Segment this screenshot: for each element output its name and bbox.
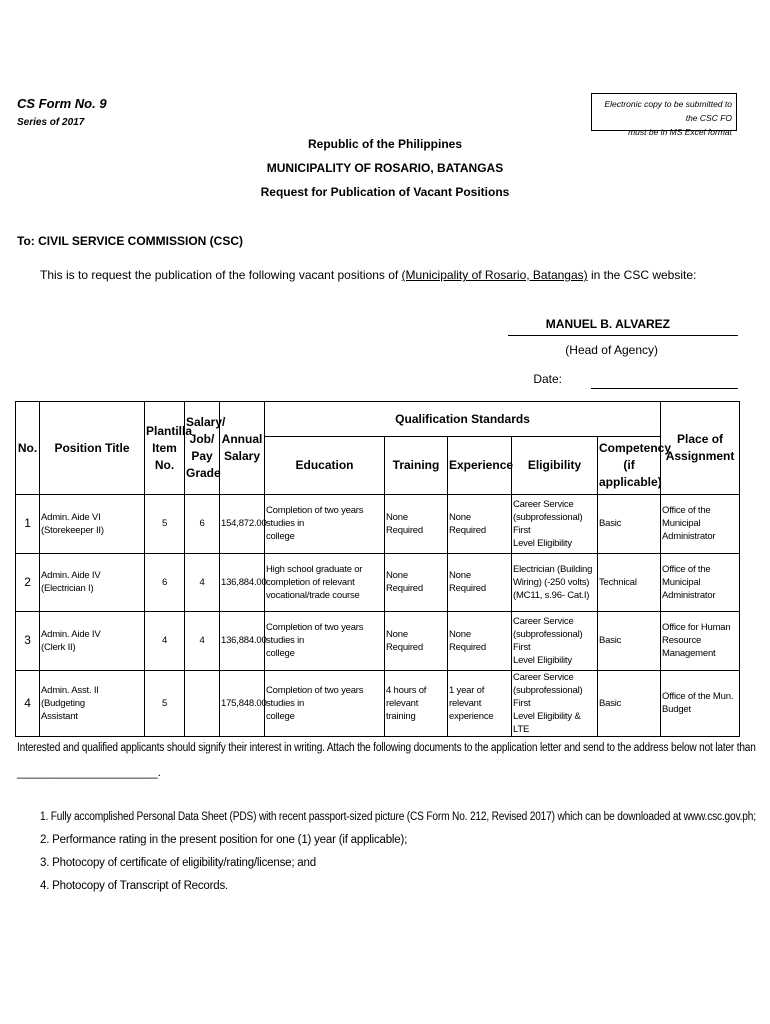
intro-paragraph xyxy=(40,268,696,282)
cell-experience-line: None Required xyxy=(449,628,486,653)
cell-education-line: High school graduate or xyxy=(266,563,363,575)
cell-education-line: Completion of two years studies in xyxy=(266,622,364,647)
cell-annual-salary: 136,884.00 xyxy=(220,553,265,612)
intro-before: This is to request the publication of the following vacant positions of xyxy=(40,268,402,282)
cell-no: 2 xyxy=(16,553,40,612)
cell-eligibility-line: Level Eligibility & LTE xyxy=(513,710,581,735)
cell-salary-grade xyxy=(185,670,220,736)
cell-experience xyxy=(448,553,512,612)
cell-annual-salary: 136,884.00 xyxy=(220,612,265,671)
cell-no: 4 xyxy=(16,670,40,736)
cell-experience-line: 1 year of relevant xyxy=(449,684,485,709)
cell-eligibility xyxy=(512,553,598,612)
cell-eligibility-line: (subprofessional) First xyxy=(513,684,583,709)
cell-eligibility-line: Level Eligibility xyxy=(513,537,572,549)
cell-eligibility-line: Wiring) (-250 volts) xyxy=(513,576,590,588)
cell-education-line: vocational/trade course xyxy=(266,589,360,601)
cell-position-title-line: Admin. Asst. II (Budgeting xyxy=(41,684,99,709)
col-header-plantilla-line-1: Plantilla xyxy=(146,423,193,438)
cell-place-of-assignment-line: Administrator xyxy=(662,589,716,601)
table-body xyxy=(16,495,740,737)
cell-training-line: None Required xyxy=(386,628,423,653)
col-header-salary-grade xyxy=(185,402,226,495)
intro-agency: (Municipality of Rosario, Batangas) xyxy=(401,268,588,282)
interest-instructions: Interested and qualified applicants should signify their interest in writing. Attach the following documents to the application letter and send to the address below not later than xyxy=(17,742,756,754)
cell-experience-line: None Required xyxy=(449,570,486,595)
requirement-item: 4. Photocopy of Transcript of Records. xyxy=(40,880,228,892)
col-header-experience: Experience xyxy=(448,437,512,495)
col-header-plantilla xyxy=(145,402,193,495)
col-header-training: Training xyxy=(385,437,448,495)
cell-plantilla-item-no: 6 xyxy=(145,553,185,612)
cell-place-of-assignment-line: Office of the Municipal xyxy=(662,505,711,530)
cell-position-title-line: Admin. Aide IV xyxy=(41,628,101,640)
cell-place-of-assignment xyxy=(661,670,740,736)
cell-education xyxy=(265,612,385,671)
form-number: CS Form No. 9 xyxy=(17,96,107,111)
form-series: Series of 2017 xyxy=(17,117,85,128)
cell-no: 3 xyxy=(16,612,40,671)
cell-place-of-assignment-line: Budget xyxy=(662,704,691,715)
submission-note-line-1: Electronic copy to be submitted to the CSC FO xyxy=(604,99,732,123)
cell-eligibility xyxy=(512,612,598,671)
cell-plantilla-item-no: 4 xyxy=(145,612,185,671)
cell-education xyxy=(265,553,385,612)
requirement-item: 2. Performance rating in the present position for one (1) year (if applicable); xyxy=(40,834,408,846)
signature-line xyxy=(508,335,738,336)
cell-place-of-assignment-line: Administrator xyxy=(662,531,716,543)
vacant-positions-table xyxy=(15,401,740,737)
submission-note-box xyxy=(591,93,737,137)
cell-annual-salary: 175,848.00 xyxy=(220,670,265,736)
cell-eligibility-line: (subprofessional) First xyxy=(513,511,583,536)
cell-position-title xyxy=(40,553,145,612)
table-header-row-1 xyxy=(16,402,740,437)
cell-training xyxy=(385,612,448,671)
cell-education xyxy=(265,670,385,736)
date-line xyxy=(591,388,738,389)
cell-position-title-line: (Storekeeper II) xyxy=(41,524,104,536)
cell-training xyxy=(385,553,448,612)
cell-competency: Basic xyxy=(598,670,661,736)
cell-place-of-assignment-line: Office of the Municipal xyxy=(662,563,711,588)
col-header-grade-line-1: Salary/ xyxy=(186,415,226,429)
col-header-annual-salary xyxy=(220,402,265,495)
col-header-qualification-standards: Qualification Standards xyxy=(265,402,661,437)
cell-training xyxy=(385,670,448,736)
cell-place-of-assignment xyxy=(661,553,740,612)
cell-salary-grade: 6 xyxy=(185,495,220,554)
cell-eligibility xyxy=(512,495,598,554)
cell-training-line: 4 hours of xyxy=(386,684,427,696)
head-of-agency-name: MANUEL B. ALVAREZ xyxy=(545,317,670,331)
col-header-plantilla-line-2: Item No. xyxy=(152,440,177,472)
col-header-competency xyxy=(598,437,672,495)
cell-position-title-line: Admin. Aide IV xyxy=(41,570,101,582)
cell-education-line: college xyxy=(266,531,295,543)
cell-position-title-line: (Clerk II) xyxy=(41,641,76,653)
cell-salary-grade: 4 xyxy=(185,553,220,612)
cell-position-title-line: (Electrician I) xyxy=(41,583,94,595)
table-row xyxy=(16,612,740,671)
col-header-place-line-2: Assignment xyxy=(665,449,735,463)
col-header-eligibility: Eligibility xyxy=(512,437,598,495)
col-header-no: No. xyxy=(16,402,40,495)
municipality-heading: MUNICIPALITY OF ROSARIO, BATANGAS xyxy=(266,161,504,175)
cell-position-title-line: Assistant xyxy=(41,710,78,722)
cell-place-of-assignment-line: Resource Management xyxy=(662,635,716,660)
cell-annual-salary: 154,872.00 xyxy=(220,495,265,554)
cell-competency: Basic xyxy=(598,495,661,554)
cell-position-title-line: Admin. Aide VI xyxy=(41,511,101,523)
col-header-position-title: Position Title xyxy=(40,402,145,495)
head-of-agency-title: (Head of Agency) xyxy=(565,343,658,357)
cell-salary-grade: 4 xyxy=(185,612,220,671)
cell-place-of-assignment xyxy=(661,495,740,554)
cell-training-line: relevant training xyxy=(386,697,419,722)
requirement-item: 1. Fully accomplished Personal Data Sheet (PDS) with recent passport-sized picture (CS Form No. 212, Revised 2017) which can be downloaded at www.csc.gov.ph; xyxy=(40,811,756,823)
cell-experience-line: experience xyxy=(449,710,494,722)
cell-experience xyxy=(448,612,512,671)
cell-eligibility xyxy=(512,670,598,736)
cell-education-line: Completion of two years studies in xyxy=(266,505,364,530)
cell-eligibility-line: Level Eligibility xyxy=(513,654,572,666)
cell-plantilla-item-no: 5 xyxy=(145,670,185,736)
cell-experience xyxy=(448,670,512,736)
cell-eligibility-line: Career Service xyxy=(513,615,574,627)
cell-experience xyxy=(448,495,512,554)
col-header-competency-line-2: (if applicable) xyxy=(599,458,662,489)
cell-position-title xyxy=(40,670,145,736)
cell-training-line: None Required xyxy=(386,570,423,595)
date-label: Date: xyxy=(533,372,562,386)
col-header-grade-line-4: Grade xyxy=(186,466,221,480)
col-header-salary-line-1: Annual xyxy=(221,432,263,446)
cell-competency: Basic xyxy=(598,612,661,671)
addressee: To: CIVIL SERVICE COMMISSION (CSC) xyxy=(17,234,244,248)
cell-eligibility-line: Career Service xyxy=(513,671,574,683)
cell-place-of-assignment xyxy=(661,612,740,671)
cell-place-of-assignment-line: Office of the Mun. xyxy=(662,691,734,702)
cell-eligibility-line: (MC11, s.96- Cat.I) xyxy=(513,589,590,601)
col-header-education: Education xyxy=(265,437,385,495)
cell-education-line: college xyxy=(266,648,295,660)
cell-education xyxy=(265,495,385,554)
cell-plantilla-item-no: 5 xyxy=(145,495,185,554)
col-header-competency-line-1: Competency xyxy=(599,441,672,455)
table-row xyxy=(16,670,740,736)
cell-experience-line: None Required xyxy=(449,511,486,536)
cell-education-line: completion of relevant xyxy=(266,576,355,588)
table-row xyxy=(16,495,740,554)
col-header-grade-line-2: Job/ xyxy=(189,432,215,446)
request-title: Request for Publication of Vacant Positions xyxy=(260,185,510,199)
deadline-blank: ______________________. xyxy=(17,767,161,779)
cell-eligibility-line: Electrician (Building xyxy=(513,563,593,575)
col-header-grade-line-3: Pay xyxy=(191,449,213,463)
table-row xyxy=(16,553,740,612)
cell-training-line: None Required xyxy=(386,511,423,536)
col-header-place-line-1: Place of xyxy=(677,432,724,446)
cell-eligibility-line: Career Service xyxy=(513,498,574,510)
cell-position-title xyxy=(40,495,145,554)
republic-heading: Republic of the Philippines xyxy=(307,137,462,151)
intro-after: in the CSC website: xyxy=(587,268,697,282)
cell-competency: Technical xyxy=(598,553,661,612)
cell-education-line: Completion of two years studies in xyxy=(266,684,364,709)
cell-place-of-assignment-line: Office for Human xyxy=(662,622,731,634)
cell-education-line: college xyxy=(266,710,295,722)
cell-eligibility-line: (subprofessional) First xyxy=(513,628,583,653)
cell-training xyxy=(385,495,448,554)
cell-no: 1 xyxy=(16,495,40,554)
col-header-salary-line-2: Salary xyxy=(223,449,261,463)
cell-position-title xyxy=(40,612,145,671)
col-header-place-of-assignment xyxy=(661,402,740,495)
submission-note-line-2: must be in MS Excel format xyxy=(628,127,732,137)
requirement-item: 3. Photocopy of certificate of eligibility/rating/license; and xyxy=(40,857,316,869)
